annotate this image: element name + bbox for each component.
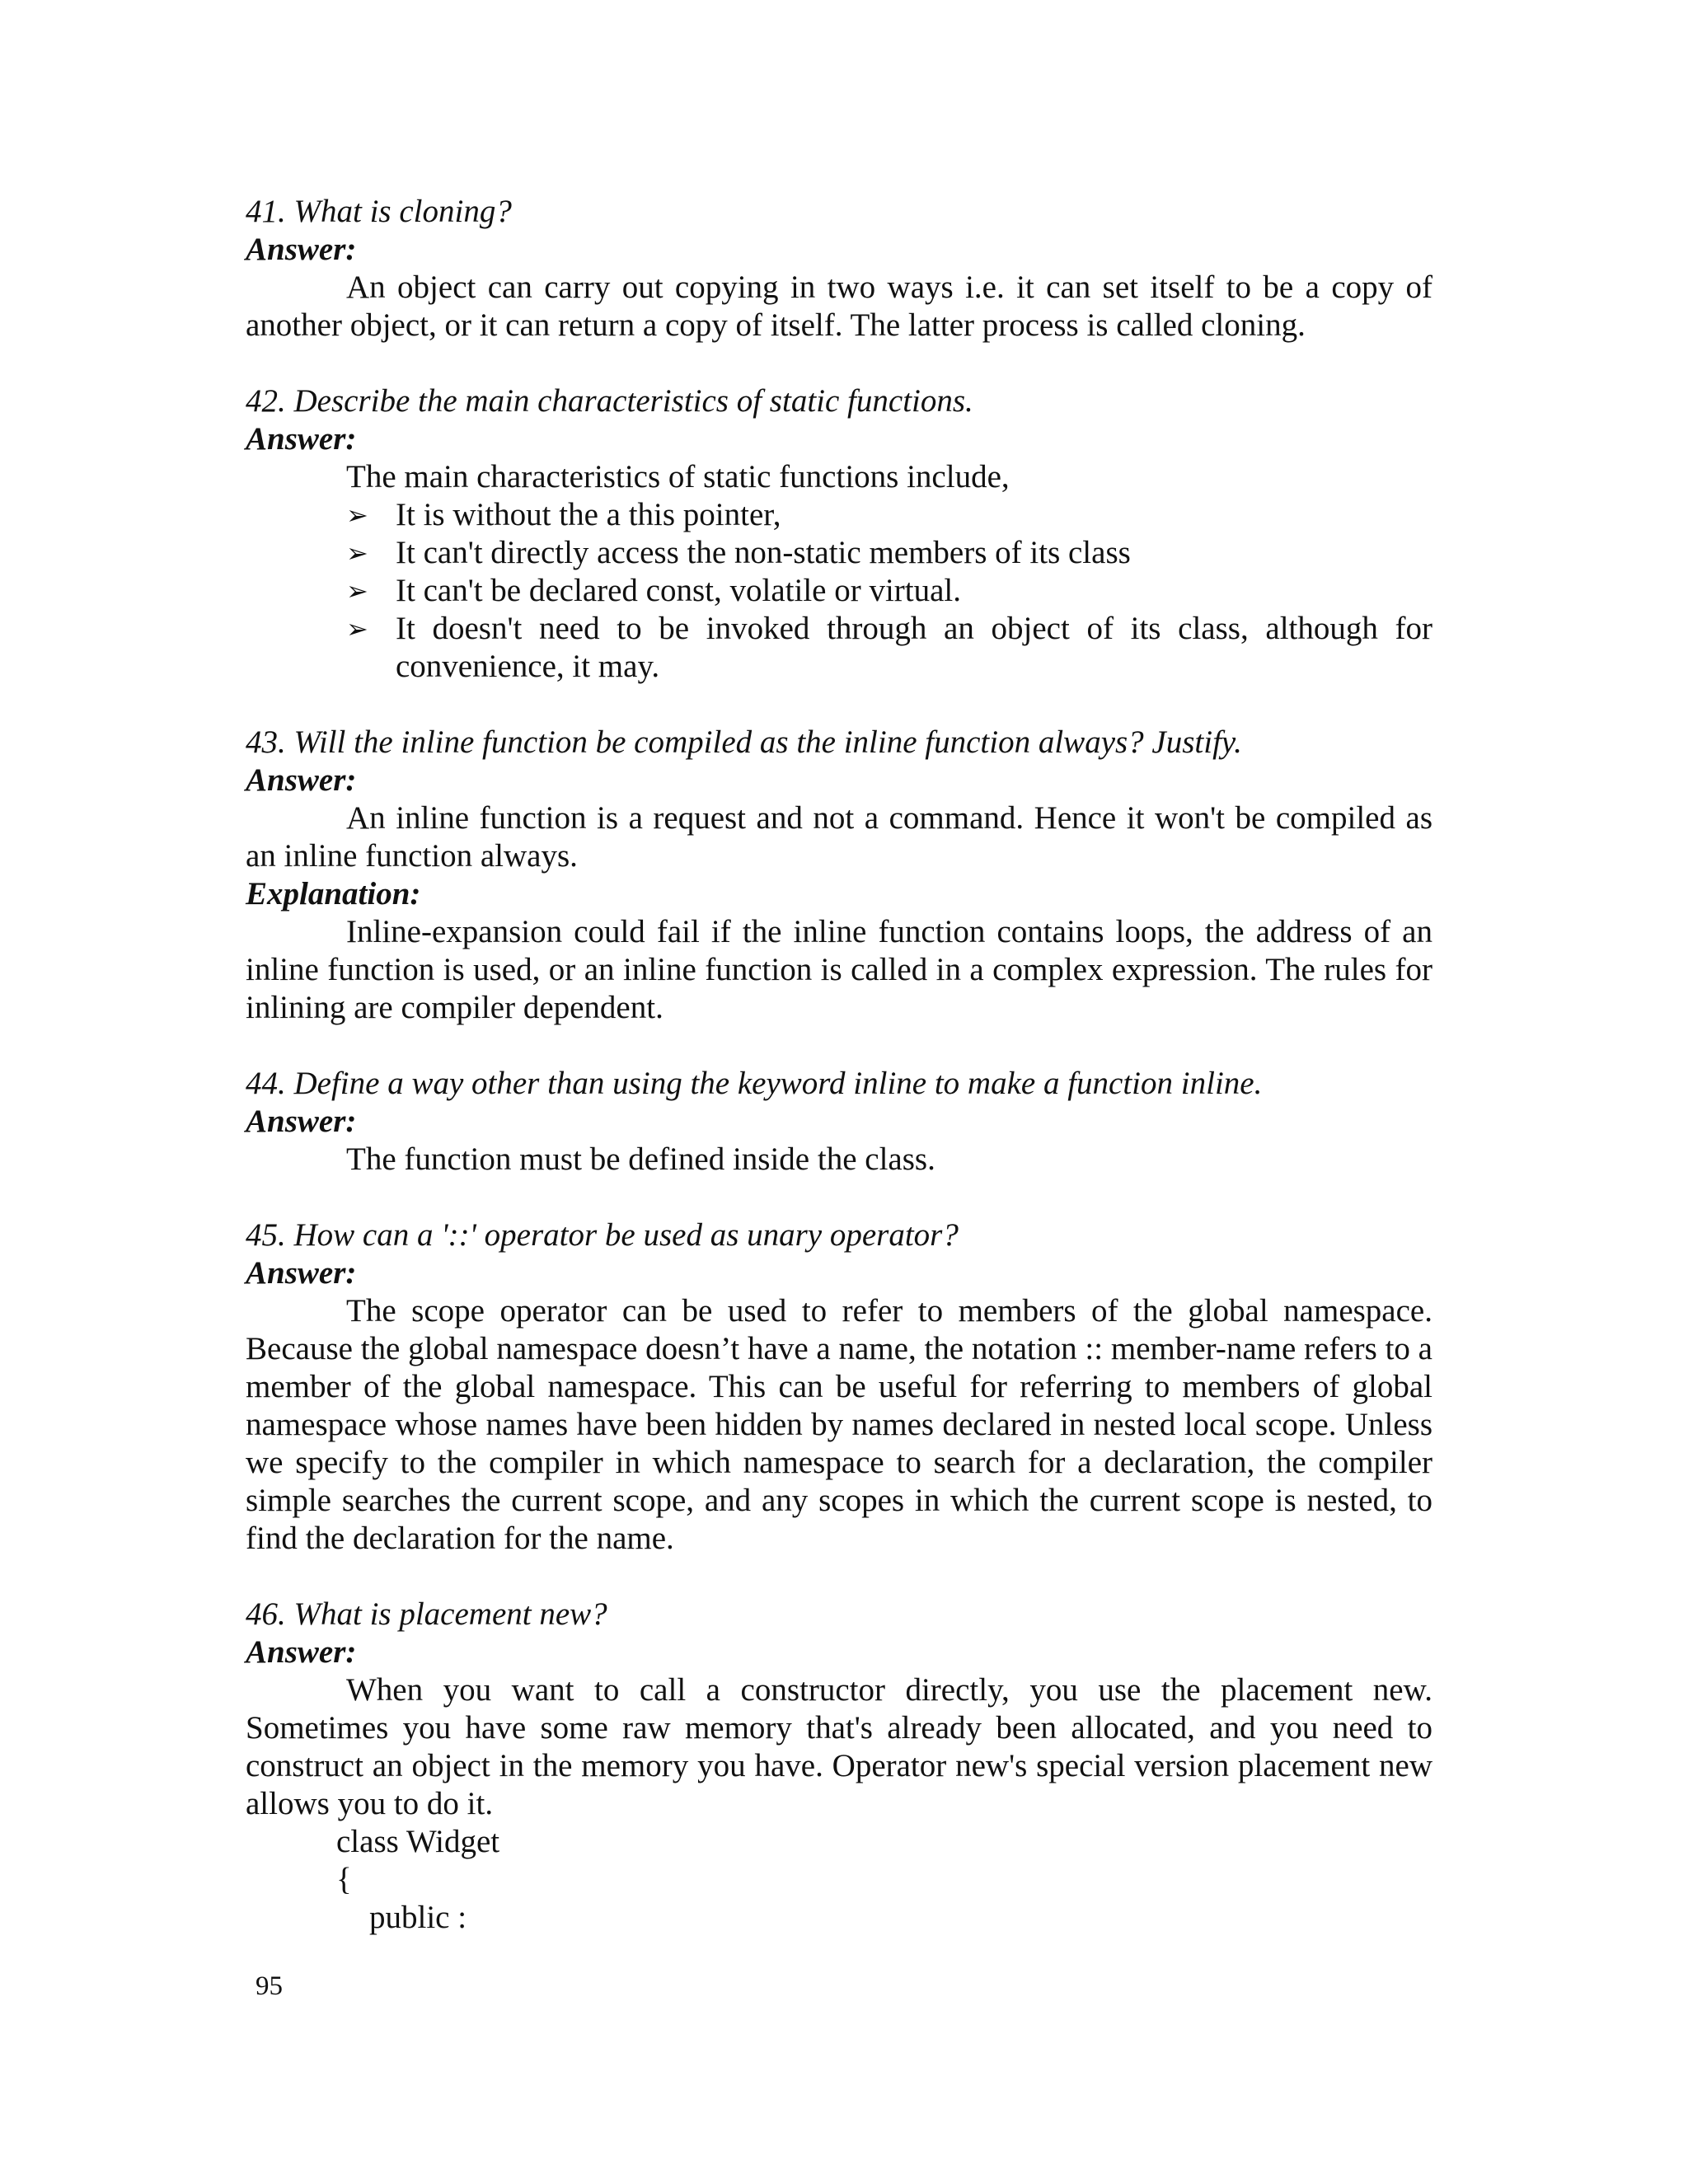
- list-item: [346, 496, 1432, 534]
- question-41: 41. What is cloning?: [246, 194, 512, 229]
- code-line: public :: [369, 1900, 467, 1935]
- code-line: class Widget: [336, 1824, 500, 1859]
- page-number: 95: [256, 1971, 283, 2001]
- qa-section-43: [246, 724, 1432, 1027]
- qa-section-45: [246, 1216, 1432, 1558]
- bullet-list: [246, 496, 1432, 686]
- explanation-text-43: Inline-expansion could fail if the inline function contains loops, the address of an inline function is used, or an inline function is called in a complex expression. The rules for inlining are compiler dependent.: [246, 914, 1432, 1025]
- qa-section-44: [246, 1065, 1432, 1179]
- answer-label-42: Answer:: [246, 421, 357, 457]
- answer-intro-42: The main characteristics of static functions include,: [346, 459, 1010, 494]
- qa-section-46: [246, 1596, 1432, 1937]
- arrow-bullet-icon: ➢: [346, 499, 368, 531]
- explanation-label-43: Explanation:: [246, 876, 421, 912]
- answer-label-45: Answer:: [246, 1255, 357, 1291]
- code-block: [246, 1823, 1432, 1937]
- question-46: 46. What is placement new?: [246, 1596, 607, 1632]
- arrow-bullet-icon: ➢: [346, 575, 368, 607]
- answer-text-41: An object can carry out copying in two ways i.e. it can set itself to be a copy of another object, or it can return a copy of itself. The latter process is called cloning.: [246, 269, 1432, 343]
- question-43: 43. Will the inline function be compiled as the inline function always? Justify.: [246, 724, 1242, 760]
- code-line: {: [336, 1862, 352, 1897]
- answer-label-43: Answer:: [246, 762, 357, 798]
- document-page: [246, 193, 1432, 1937]
- answer-label-44: Answer:: [246, 1104, 357, 1139]
- list-item: [346, 572, 1432, 610]
- arrow-bullet-icon: ➢: [346, 537, 368, 569]
- arrow-bullet-icon: ➢: [346, 613, 368, 644]
- list-item-text: It doesn't need to be invoked through an object of its class, although for convenience, it may.: [396, 611, 1432, 684]
- question-44: 44. Define a way other than using the keyword inline to make a function inline.: [246, 1066, 1263, 1101]
- list-item-text: It can't directly access the non-static members of its class: [396, 535, 1131, 570]
- answer-label-41: Answer:: [246, 232, 357, 267]
- answer-text-44: The function must be defined inside the class.: [346, 1141, 935, 1177]
- answer-text-45: The scope operator can be used to refer to members of the global namespace. Because the global namespace doesn’t have a name, the notation :: member-name refers to a member of the global namespace. This can be useful for referring to members of global namespace whose names have been hidden by names declared in nested local scope. Unless we specify to the compiler in which namespace to search for a declaration, the compiler simple searches the current scope, and any scopes in which the current scope is nested, to find the declaration for the name.: [246, 1293, 1432, 1556]
- question-45: 45. How can a '::' operator be used as unary operator?: [246, 1217, 959, 1253]
- qa-section-41: [246, 193, 1432, 344]
- answer-text-46: When you want to call a constructor directly, you use the placement new. Sometimes you have some raw memory that's already been allocated, and you need to construct an object in the memory you have. Operator new's special version placement new allows you to do it.: [246, 1672, 1432, 1821]
- list-item-text: It is without the a this pointer,: [396, 497, 781, 532]
- answer-label-46: Answer:: [246, 1634, 357, 1670]
- list-item-text: It can't be declared const, volatile or virtual.: [396, 573, 962, 608]
- qa-section-42: [246, 382, 1432, 686]
- list-item: [346, 534, 1432, 572]
- answer-text-43: An inline function is a request and not a command. Hence it won't be compiled as an inline function always.: [246, 800, 1432, 874]
- list-item: [346, 610, 1432, 686]
- question-42: 42. Describe the main characteristics of static functions.: [246, 383, 973, 419]
